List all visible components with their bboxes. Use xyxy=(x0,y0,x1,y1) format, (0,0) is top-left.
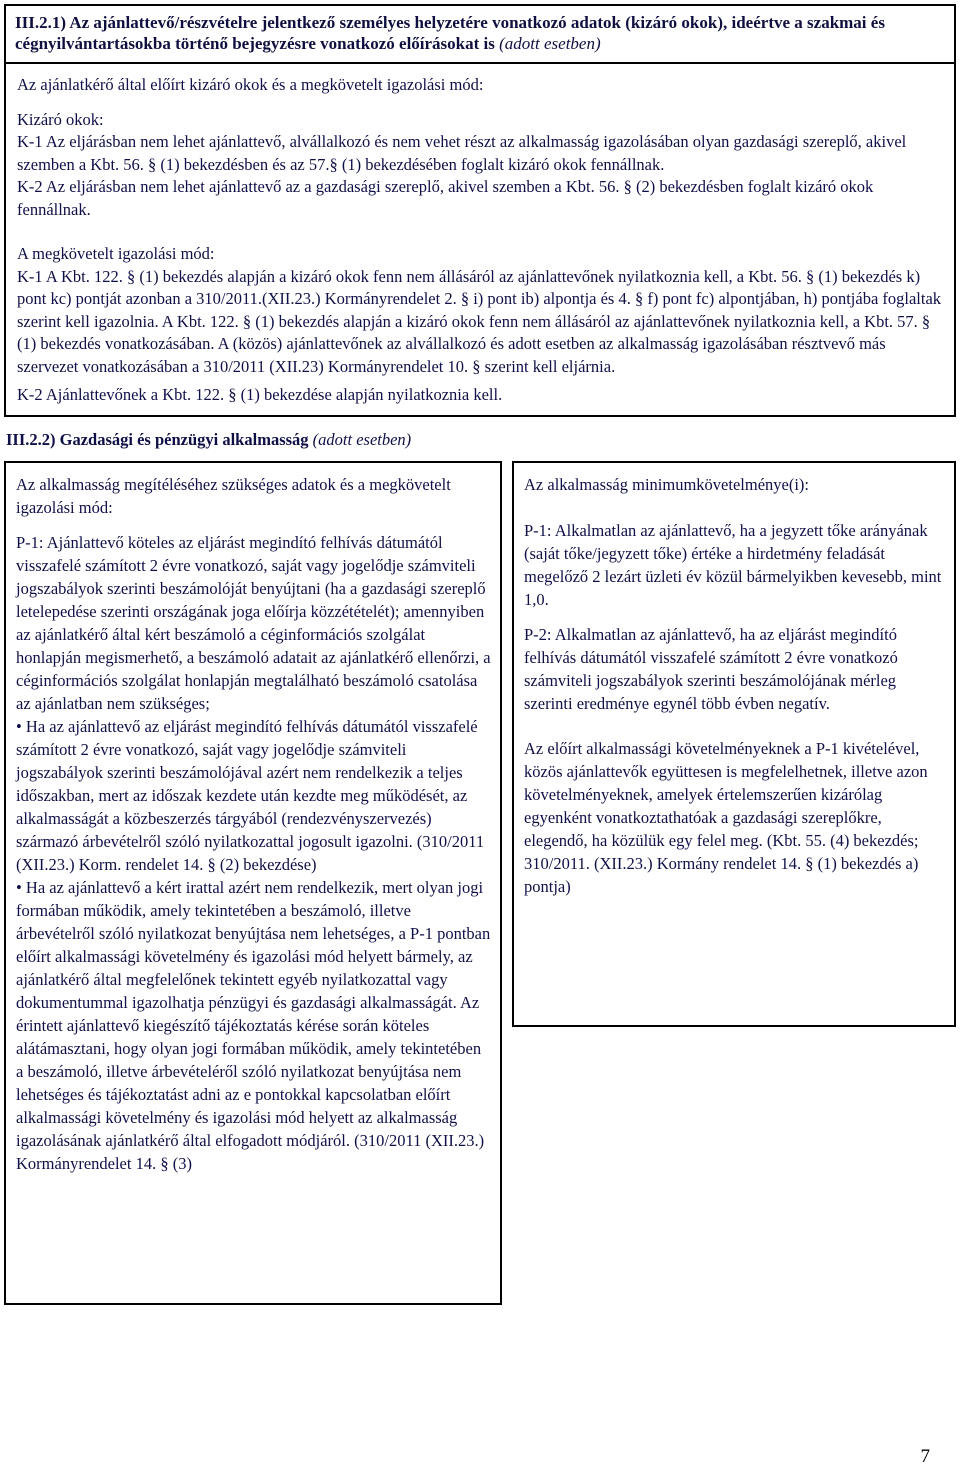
section-3-2-1-box xyxy=(4,4,956,417)
exclusion-k2: K-2 Az eljárásban nem lehet ajánlattevő az a gazdasági szereplő, akivel szemben a Kbt. 56. § (2) bekezdésben foglalt kizáró okok fennállnak. xyxy=(17,177,874,219)
required-data-bullet-2: • Ha az ajánlattevő a kért irattal azért nem rendelkezik, mert olyan jogi formában működik, amely tekintetében a beszámoló, illetve árbevételről szóló nyilatkozat benyújtása nem lehetséges, a P-1 pontban előírt alkalmassági követelmény és igazolási mód helyett bármely, az ajánlatkérő által megfelelőnek tekintett egyéb nyilatkozattal vagy dokumentummal igazolhatja pénzügyi és gazdasági alkalmasságát. Az érintett ajánlattevő kiegészítő tájékoztatás kérése során köteles alátámasztani, hogy olyan jogi formában működik, amely tekintetében a beszámoló, illetve árbevételéről szóló nyilatkozat benyújtása nem lehetséges és tájékoztatást adni az e pontokkal kapcsolatban előírt alkalmassági követelmény és igazolási mód helyett az alkalmasság igazolásának ajánlatkérő által elfogadott módjáról. (310/2011 (XII.23.) Kormányrendelet 14. § (3) xyxy=(16,877,491,1173)
page-number: 7 xyxy=(920,1446,930,1467)
section-3-2-2-title-line xyxy=(4,417,956,451)
minimum-requirements-p2: P-2: Alkalmatlan az ajánlattevő, ha az eljárást megindító felhívás dátumától visszafelé számított 2 évre vonatkozó számviteli jogszabályok szerinti beszámolójának mérleg szerinti eredménye egynél több évben negatív. xyxy=(524,624,898,713)
required-data-column xyxy=(4,461,502,1305)
exclusion-heading: Kizáró okok: xyxy=(17,109,104,129)
document-page xyxy=(4,4,956,1305)
required-data-heading: Az alkalmasság megítéléséhez szükséges adatok és a megkövetelt igazolási mód: xyxy=(16,474,451,517)
section-3-2-2-title-note: (adott esetben) xyxy=(312,429,412,449)
exclusion-k1: K-1 Az eljárásban nem lehet ajánlattevő, alvállalkozó és nem vehet részt az alkalmasság igazolásában olyan gazdasági szereplő, akivel szemben a Kbt. 56. § (1) bekezdésben és az 57.§ (1) bekezdésében foglalt kizáró okok fennállnak. xyxy=(17,132,907,174)
exclusion-intro: Az ajánlatkérő által előírt kizáró okok és a megkövetelt igazolási mód: xyxy=(17,75,484,94)
required-data-p1: P-1: Ajánlattevő köteles az eljárást megindító felhívás dátumától visszafelé számított 2 évre vonatkozó, saját vagy jogelődje számviteli jogszabályok szerinti beszámolóját benyújtani (ha a gazdasági szereplő letelepedése szerinti országának joga előírja közzétételét); amennyiben az ajánlatkérő által kért beszámoló a céginformációs szolgálat honlapján megismerhető, a beszámoló adatait az ajánlatkérő ellenőrzi, a céginformációs szolgálat honlapján megtalálható beszámoló csatolása az ajánlatban nem szükséges; xyxy=(16,532,491,713)
proof-k2: K-2 Ajánlattevőnek a Kbt. 122. § (1) bekezdése alapján nyilatkoznia kell. xyxy=(17,385,503,404)
minimum-requirements-p1: P-1: Alkalmatlan az ajánlattevő, ha a jegyzett tőke arányának (saját tőke/jegyzett tőke) értéke a hirdetmény feladását megelőző 2 lezárt üzleti év közül bármelyikben kevesebb, mint 1,0. xyxy=(524,520,942,609)
minimum-requirements-column xyxy=(512,461,956,1027)
section-3-2-1-header xyxy=(6,6,954,62)
section-3-2-2-columns xyxy=(4,461,956,1305)
section-3-2-1-title: III.2.1) Az ajánlattevő/részvételre jelentkező személyes helyzetére vonatkozó adatok (kizáró okok), ideértve a szakmai és cégnyilvántartásokba történő bejegyzésre vonatkozó előírásokat is xyxy=(15,13,885,53)
proof-heading: A megkövetelt igazolási mód: xyxy=(17,244,215,263)
section-3-2-2-title: III.2.2) Gazdasági és pénzügyi alkalmasság xyxy=(6,429,309,449)
minimum-requirements-p3: Az előírt alkalmassági követelményeknek a P-1 kivételével, közös ajánlattevők együttesen is megfelelhetnek, illetve azon követelményeknek, amelyek értelemszerűen kizárólag egyenként vonatkoztathatóak a gazdasági szereplőkre, elegendő, ha közülük egy felel meg. (Kbt. 55. (4) bekezdés; 310/2011. (XII.23.) Kormány rendelet 14. § (1) bekezdés a) pontja) xyxy=(524,738,928,896)
proof-k1: K-1 A Kbt. 122. § (1) bekezdés alapján a kizáró okok fenn nem állásáról az ajánlattevőnek nyilatkoznia kell, a Kbt. 56. § (1) bekezdés k) pont kc) pontját azonban a 310/2011.(XII.23.) Kormányrendelet 2. § i) pont ib) alpontja és 4. § f) pont fc) alpontjában, h) pontjába foglaltak szerint kell igazolnia. A Kbt. 122. § (1) bekezdés alapján a kizáró okok fenn nem állásáról az ajánlattevőnek nyilatkoznia kell, a Kbt. 57. § (1) bekezdés vonatkozásában. A (közös) ajánlattevőnek az alvállalkozó és adott esetben az alkalmasság igazolásában résztvevő más szervezet vonatkozásában a 310/2011 (XII.23) Kormányrendelet 10. § szerint kell eljárnia. xyxy=(17,266,942,376)
required-data-bullet-1: • Ha az ajánlattevő az eljárást megindító felhívás dátumától visszafelé számított 2 évre vonatkozó, saját vagy jogelődje számviteli jogszabályok szerinti beszámolójával azért nem rendelkezik a teljes időszakban, mert az időszak kezdete után kezdte meg működését, az alkalmasságát a közbeszerzés tárgyából (rendezvényszervezés) származó árbevételről szóló nyilatkozattal jogosult igazolni. (310/2011 (XII.23.) Korm. rendelet 14. § (2) bekezdése) xyxy=(16,716,485,874)
section-3-2-1-body xyxy=(6,62,954,415)
minimum-requirements-heading: Az alkalmasság minimumkövetelménye(i): xyxy=(524,474,810,494)
section-3-2-1-title-note: (adott esetben) xyxy=(499,34,601,53)
